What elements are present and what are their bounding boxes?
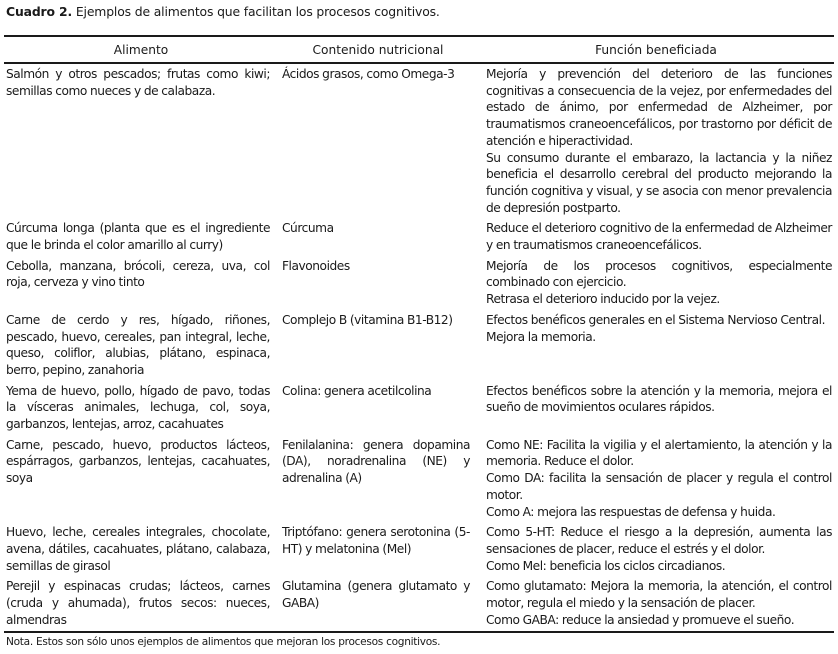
caption-label: Cuadro 2.: [6, 4, 73, 19]
cell-contenido: Ácidos grasos, como Omega-3: [282, 67, 455, 81]
funcion-paragraph: Mejoría y prevención del deterioro de las funciones cognitivas a consecuencia de la vejez, por enfermedades del estado de ánimo, por enfermedad de Alzheimer, por traumatismos craneoencefálicos, por trastorno por déficit de atención e hiperactividad.: [486, 67, 832, 148]
table-row: [4, 310, 834, 381]
cell-alimento: Cebolla, manzana, brócoli, cereza, uva, col roja, cerveza y vino tinto: [6, 258, 270, 290]
funcion-paragraph: Efectos benéficos generales en el Sistema Nervioso Central.: [486, 312, 825, 327]
table-header-row: [4, 36, 834, 63]
funcion-paragraph: Como DA: facilita la sensación de placer y regula el control motor.: [486, 471, 832, 502]
cell-alimento: Yema de huevo, pollo, hígado de pavo, todas la vísceras animales, lechuga, col, soya, garbanzos, lentejas, arroz, cacahuates: [6, 383, 270, 432]
caption-text: Ejemplos de alimentos que facilitan los procesos cognitivos.: [72, 4, 440, 19]
table-row: [4, 63, 834, 218]
table-row: [4, 256, 834, 310]
table-row: [4, 381, 834, 435]
funcion-paragraph: Como GABA: reduce la ansiedad y promueve el sueño.: [486, 612, 795, 627]
cell-contenido: Cúrcuma: [282, 221, 334, 236]
header-contenido: Contenido nutricional: [278, 36, 478, 63]
funcion-paragraph: Como NE: Facilita la vigilia y el alertamiento, la atención y la memoria. Reduce el dolor.: [486, 437, 832, 469]
cell-contenido: Triptófano: genera serotonina (5-HT) y melatonina (Mel): [282, 525, 470, 556]
cell-contenido: Fenilalanina: genera dopamina (DA), noradrenalina (NE) y adrenalina (A): [282, 437, 470, 486]
cell-funcion: [478, 256, 834, 310]
cell-alimento: Cúrcuma longa (planta que es el ingrediente que le brinda el color amarillo al curry): [6, 221, 270, 253]
cell-alimento: Carne de cerdo y res, hígado, riñones, pescado, huevo, cereales, pan integral, leche, queso, coliflor, alubias, plátano, espinaca, berro, pepino, zanahoria: [6, 312, 270, 377]
cell-funcion: [478, 576, 834, 631]
table-row: [4, 576, 834, 631]
funcion-paragraph: Mejora la memoria.: [486, 329, 596, 344]
funcion-paragraph: Retrasa el deterioro inducido por la vejez.: [486, 292, 720, 307]
cell-alimento: Carne, pescado, huevo, productos lácteos, espárragos, garbanzos, lentejas, cacahuates, soya: [6, 437, 270, 486]
cell-contenido: Flavonoides: [282, 258, 350, 273]
funcion-paragraph: Efectos benéficos sobre la atención y la memoria, mejora el sueño de movimientos oculares rápidos.: [486, 383, 832, 415]
funcion-paragraph: Como glutamato: Mejora la memoria, la atención, el control motor, regula el miedo y la sensación de placer.: [486, 579, 832, 611]
funcion-paragraph: Como Mel: beneficia los ciclos circadianos.: [486, 558, 726, 573]
cell-funcion: [478, 218, 834, 255]
funcion-paragraph: Reduce el deterioro cognitivo de la enfermedad de Alzheimer y en traumatismos craneoencefálicos.: [486, 221, 832, 253]
table-row: [4, 522, 834, 576]
cell-funcion: [478, 381, 834, 435]
cell-alimento: Huevo, leche, cereales integrales, chocolate, avena, dátiles, cacahuates, plátano, calabaza, semillas de girasol: [6, 525, 270, 573]
table-row: [4, 435, 834, 523]
cell-funcion: [478, 63, 834, 218]
table-row: [4, 218, 834, 255]
header-funcion: Función beneficiada: [478, 36, 834, 63]
header-alimento: Alimento: [4, 36, 278, 63]
foods-table: [4, 35, 834, 633]
cell-alimento: Perejil y espinacas crudas; lácteos, carnes (cruda y ahumada), frutos secos: nueces, almendras: [4, 576, 278, 631]
funcion-paragraph: Mejoría de los procesos cognitivos, especialmente combinado con ejercicio.: [486, 258, 832, 290]
cell-contenido: Colina: genera acetilcolina: [282, 383, 432, 398]
cell-funcion: [478, 310, 834, 381]
table-caption: [6, 4, 440, 19]
table-note: Nota. Estos son sólo unos ejemplos de alimentos que mejoran los procesos cognitivos.: [6, 636, 441, 648]
funcion-paragraph: Su consumo durante el embarazo, la lactancia y la niñez beneficia el desarrollo cerebral del producto mejorando la función cognitiva y visual, y se asocia con menor prevalencia de depresión postparto.: [486, 150, 832, 215]
funcion-paragraph: Como A: mejora las respuestas de defensa y huida.: [486, 504, 776, 519]
cell-funcion: [478, 522, 834, 576]
cell-alimento: Salmón y otros pescados; frutas como kiwi; semillas como nueces y de calabaza.: [6, 67, 270, 98]
cell-contenido: Glutamina (genera glutamato y GABA): [278, 576, 478, 631]
cell-funcion: [478, 435, 834, 523]
funcion-paragraph: Como 5-HT: Reduce el riesgo a la depresión, aumenta las sensaciones de placer, reduce el estrés y el dolor.: [486, 525, 832, 556]
cell-contenido: Complejo B (vitamina B1-B12): [282, 312, 453, 327]
